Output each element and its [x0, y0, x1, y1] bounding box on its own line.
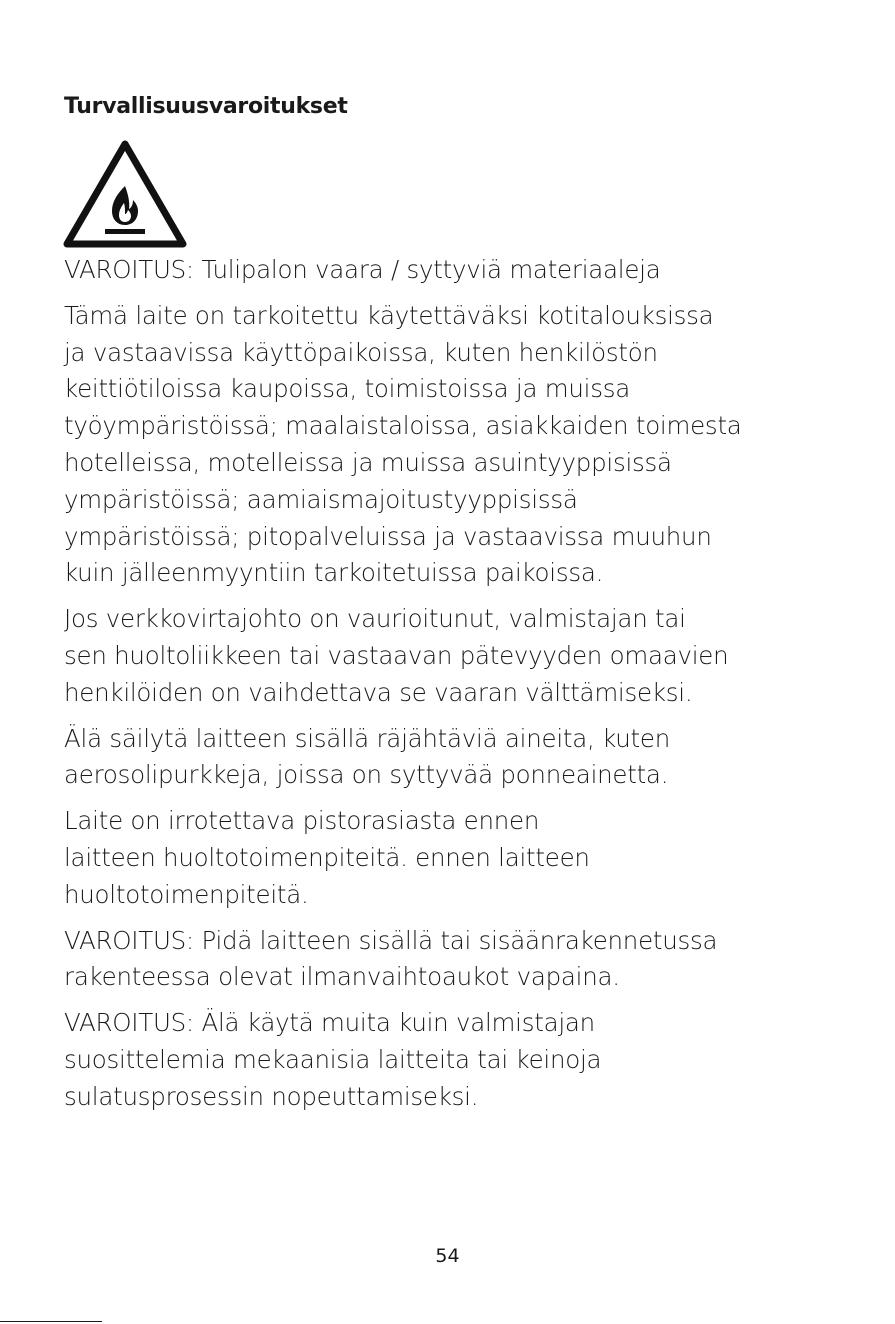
footer-divider [0, 1321, 102, 1322]
text-line: rakenteessa olevat ilmanvaihtoaukot vapaina. [64, 962, 620, 992]
text-line: VAROITUS: Pidä laitteen sisällä tai sisäänrakennetussa [64, 925, 718, 955]
text-line: sen huoltoliikkeen tai vastaavan pätevyyden omaavien [64, 640, 729, 670]
flammable-material-warning-icon [63, 140, 187, 250]
page-number: 54 [435, 1245, 460, 1267]
text-line: Tämä laite on tarkoitettu käytettäväksi kotitalouksissa [64, 300, 714, 330]
paragraph-unplug [64, 803, 864, 913]
text-line: hotelleissa, motelleissa ja muissa asuintyyppisissä [64, 447, 672, 477]
text-line: aerosolipurkkeja, joissa on syttyvää ponneainetta. [64, 760, 669, 790]
section-heading: Turvallisuusvaroitukset [64, 94, 348, 119]
paragraph-fire-warning [64, 252, 864, 289]
text-line: VAROITUS: Älä käytä muita kuin valmistajan [64, 1008, 595, 1038]
text-line: suosittelemia mekaanisia laitteita tai keinoja [64, 1044, 602, 1074]
text-line: ympäristöissä; pitopalveluissa ja vastaavissa muuhun [64, 521, 712, 551]
safety-warnings-text [64, 252, 864, 1125]
paragraph-ventilation [64, 923, 864, 997]
text-line: laitteen huoltotoimenpiteitä. ennen laitteen [64, 842, 590, 872]
text-line: henkilöiden on vaihdettava se vaaran välttämiseksi. [64, 677, 693, 707]
text-line: kuin jälleenmyyntiin tarkoitetuissa paikoissa. [64, 558, 604, 588]
text-line: huoltotoimenpiteitä. [64, 879, 309, 909]
text-line: sulatusprosessin nopeuttamiseksi. [64, 1081, 479, 1111]
paragraph-defrosting [64, 1005, 864, 1115]
text-line: työympäristöissä; maalaistaloissa, asiakkaiden toimesta [64, 411, 742, 441]
text-line: Laite on irrotettava pistorasiasta ennen [64, 806, 540, 836]
text-line: ympäristöissä; aamiaismajoitustyyppisissä [64, 484, 578, 514]
text-line: Älä säilytä laitteen sisällä räjähtäviä aineita, kuten [64, 723, 670, 753]
paragraph-power-cord [64, 601, 864, 711]
text-line: Jos verkkovirtajohto on vaurioitunut, valmistajan tai [64, 604, 686, 634]
paragraph-explosive-substances [64, 721, 864, 795]
paragraph-intended-use [64, 298, 864, 592]
text-line: VAROITUS: Tulipalon vaara / syttyviä materiaaleja [64, 255, 661, 284]
text-line: keittiötiloissa kaupoissa, toimistoissa ja muissa [64, 374, 630, 404]
text-line: ja vastaavissa käyttöpaikoissa, kuten henkilöstön [64, 337, 658, 367]
